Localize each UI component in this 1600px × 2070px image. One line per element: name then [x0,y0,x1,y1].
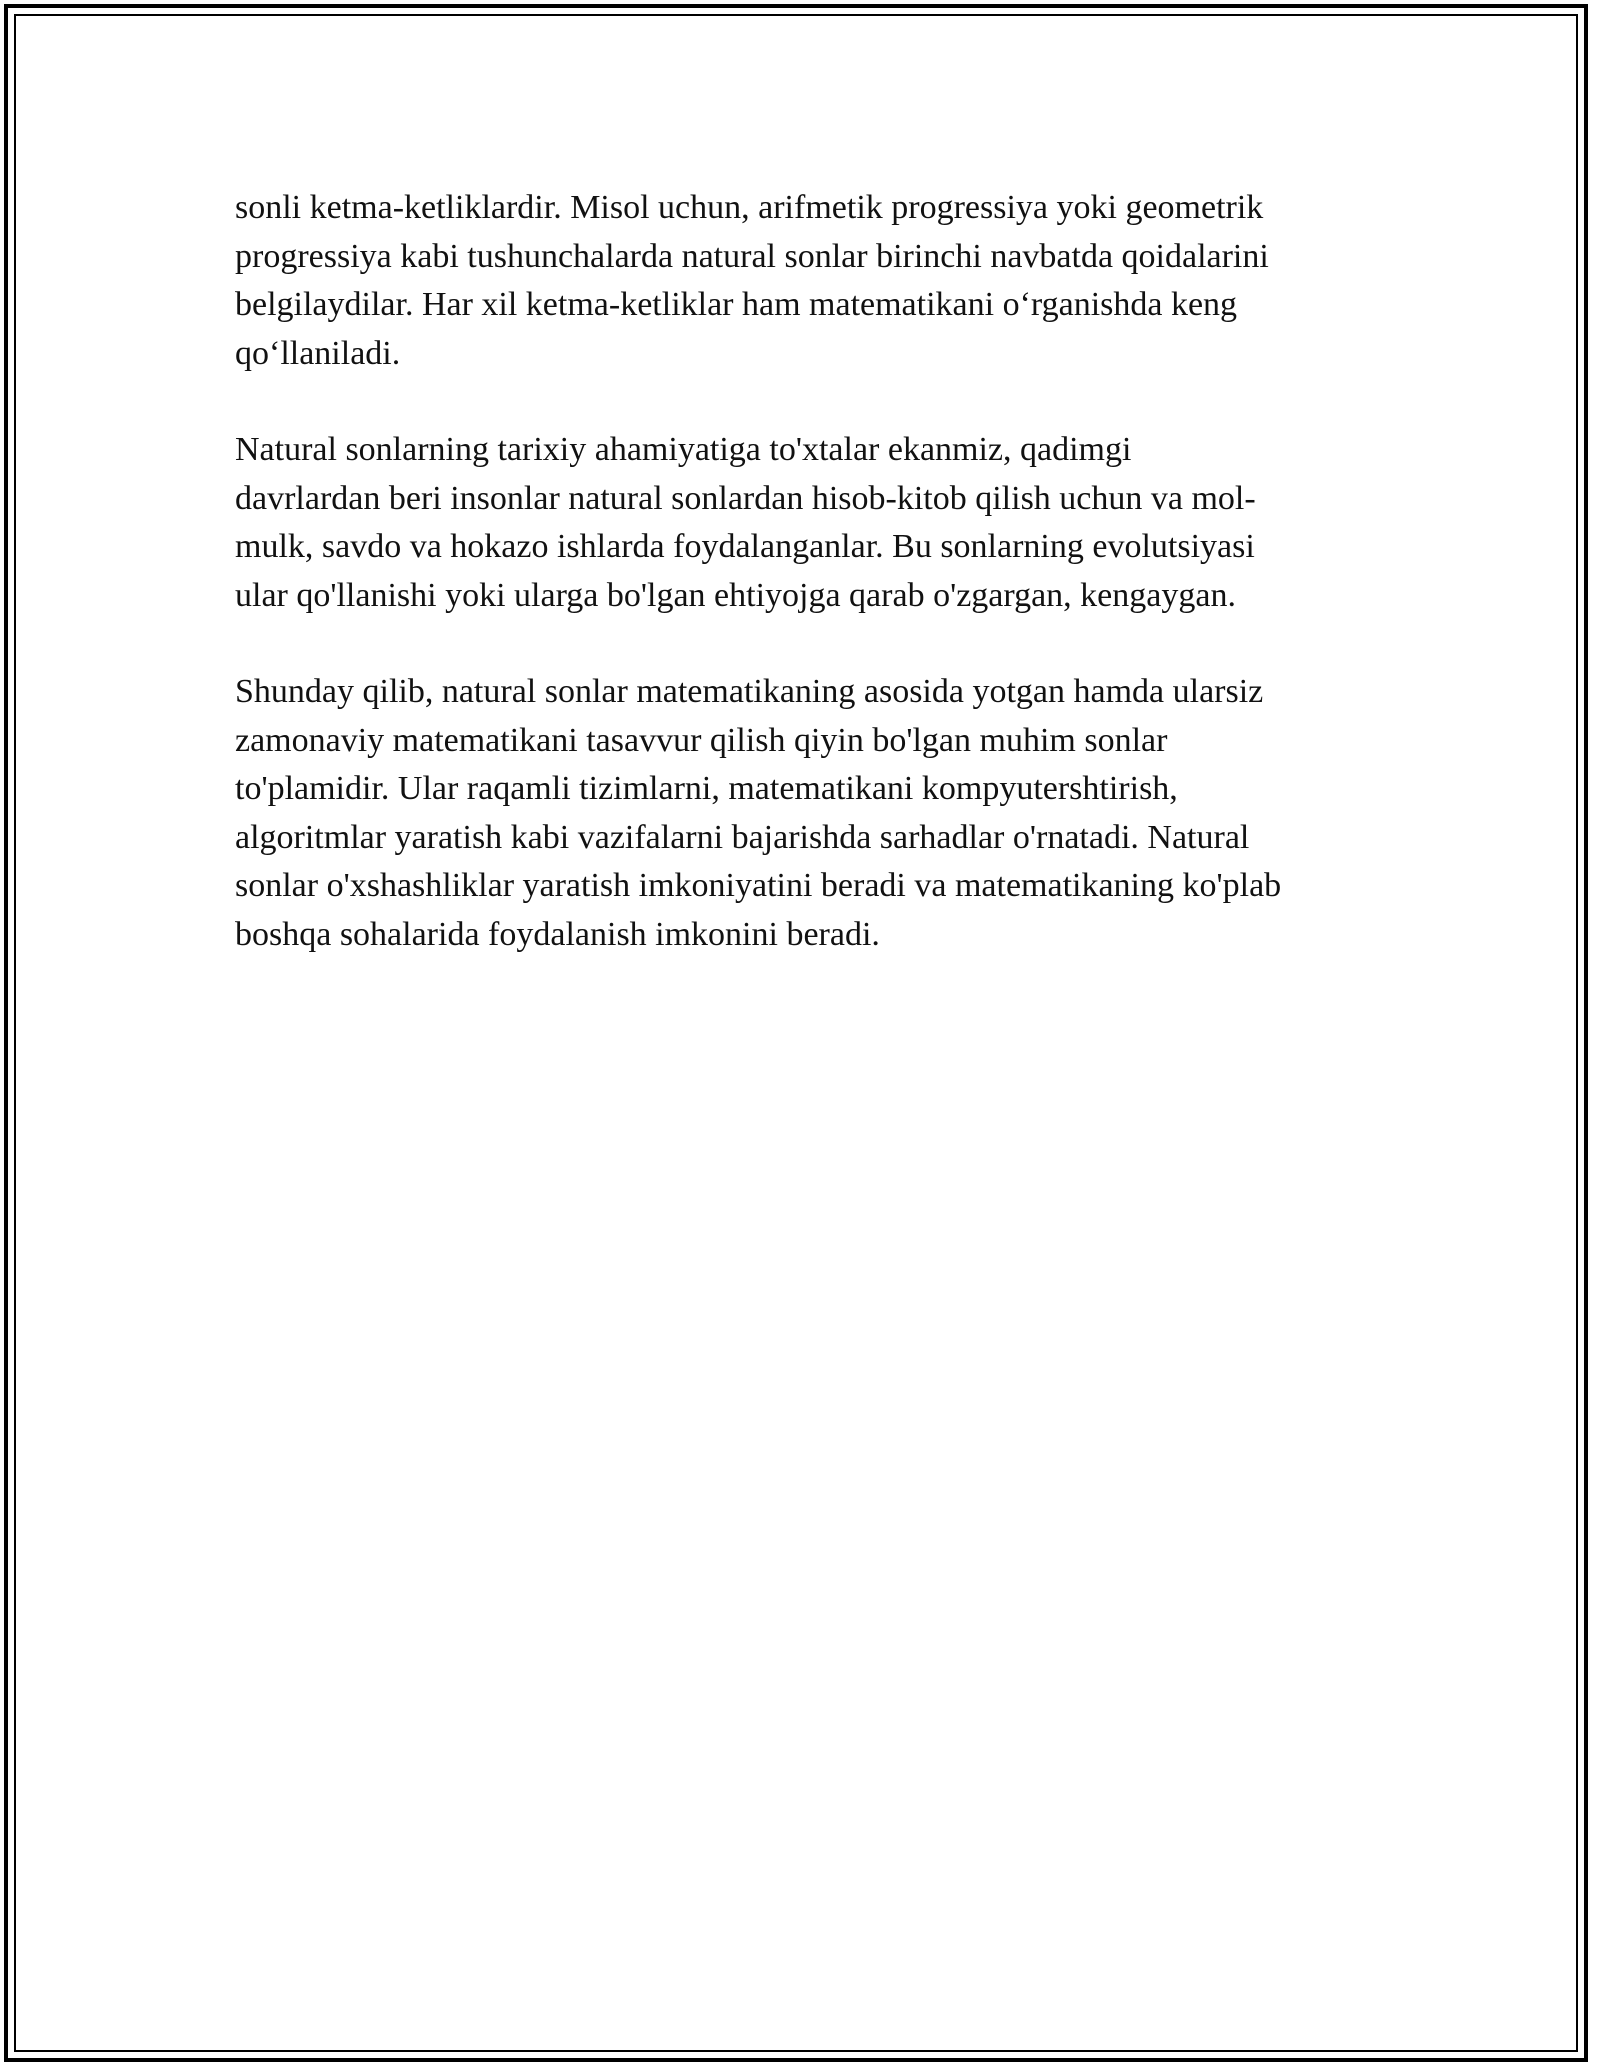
document-body [235,184,1385,1007]
paragraph-history: Natural sonlarning tarixiy ahamiyatiga to'xtalar ekanmiz, qadimgi davrlardan beri insonlar natural sonlardan hisob-kitob qilish uchun va mol- mulk, savdo va hokazo ishlarda foydalanganlar. Bu sonlarning evolutsiyasi ular qo'llanishi yoki ularga bo'lgan ehtiyojga qarab o'zgargan, kengaygan. [235,431,1256,614]
paragraph-conclusion: Shunday qilib, natural sonlar matematikaning asosida yotgan hamda ularsiz zamonaviy matematikani tasavvur qilish qiyin bo'lgan muhim sonlar to'plamidir. Ular raqamli tizimlarni, matematikani kompyutershtirish, algoritmlar yaratish kabi vazifalarni bajarishda sarhadlar o'rnatadi. Natural sonlar o'xshashliklar yaratish imkoniyatini beradi va matematikaning ko'plab boshqa sohalarida foydalanish imkonini beradi. [235,673,1282,953]
paragraph-sequences: sonli ketma-ketliklardir. Misol uchun, arifmetik progressiya yoki geometrik progressiya kabi tushunchalarda natural sonlar birinchi navbatda qoidalarini belgilaydilar. Har xil ketma-ketliklar ham matematikani o‘rganishda keng qo‘llaniladi. [235,189,1269,372]
